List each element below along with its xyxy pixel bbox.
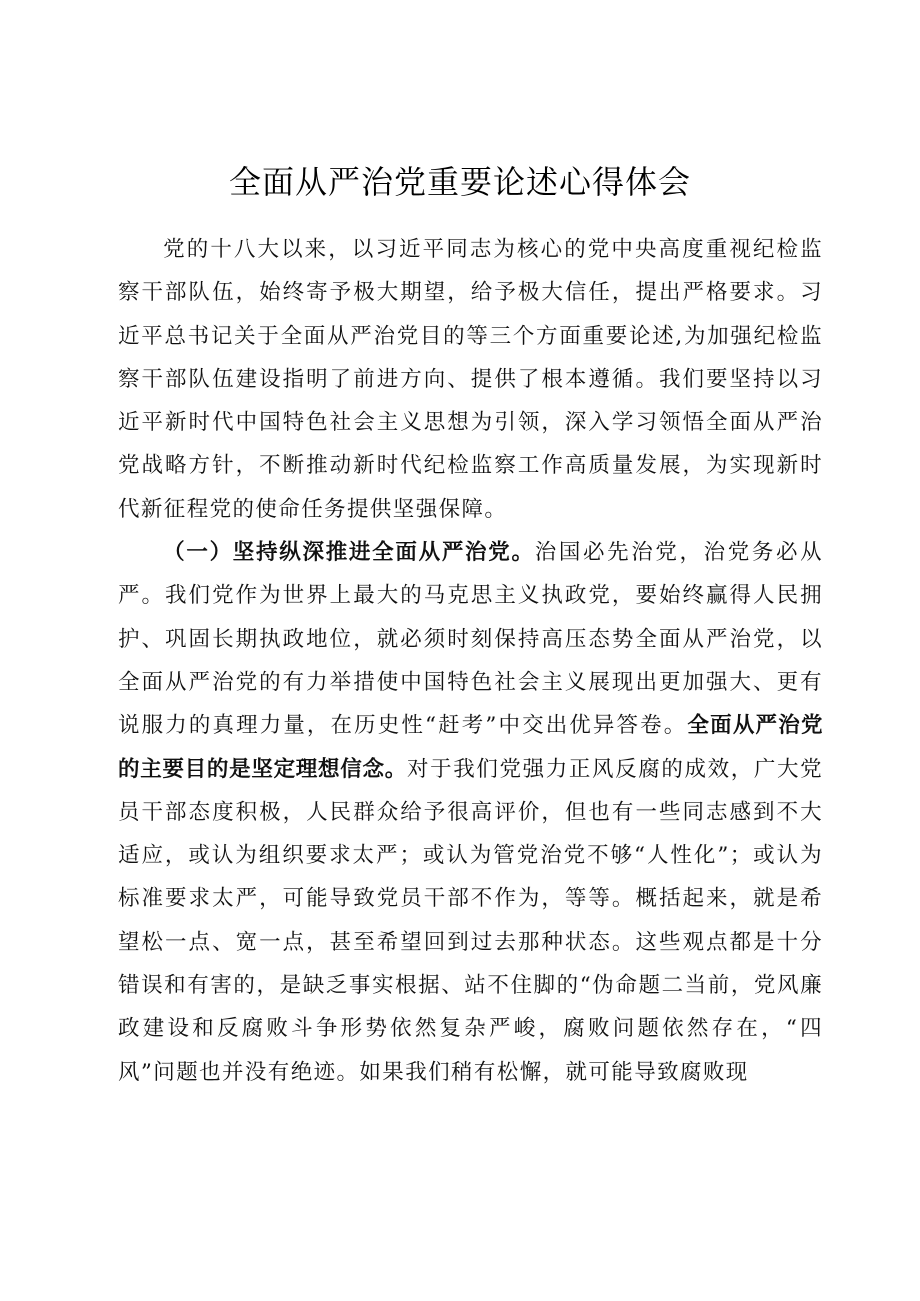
- section-one-text-a: 治国必先治党，治党务必从严。我们党作为世界上最大的马克思主义执政党，要始终赢得人民拥护、巩固长期执政地位，就必须时刻保持高压态势全面从严治党，以全面从严治党的有力举措使中国特色社会主义展现出更加强大、更有说服力的真理力量，在历史性“赶考”中交出优异答卷。: [118, 540, 823, 739]
- document-body: [118, 228, 823, 1094]
- section-one-heading: （一）坚持纵深推进全面从严治党。: [163, 540, 535, 566]
- section-one-paragraph: [118, 531, 823, 1094]
- section-one-emphasis: 全面从严治党的主要目的是坚定理想信念。: [118, 713, 823, 782]
- document-title: 全面从严治党重要论述心得体会: [228, 163, 691, 201]
- intro-paragraph: 党的十八大以来，以习近平同志为核心的党中央高度重视纪检监察干部队伍，始终寄予极大期望，给予极大信任，提出严格要求。习近平总书记关于全面从严治党目的等三个方面重要论述,为加强纪检监察干部队伍建设指明了前进方向、提供了根本遵循。我们要坚持以习近平新时代中国特色社会主义思想为引领，深入学习领悟全面从严治党战略方针，不断推动新时代纪检监察工作高质量发展，为实现新时代新征程党的使命任务提供坚强保障。: [118, 237, 823, 522]
- section-one-text-b: 对于我们党强力正风反腐的成效，广大党员干部态度积极，人民群众给予很高评价，但也有一些同志感到不大适应，或认为组织要求太严；或认为管党治党不够“人性化”；或认为标准要求太严，可能导致党员干部不作为，等等。概括起来，就是希望松一点、宽一点，甚至希望回到过去那种状态。这些观点都是十分错误和有害的，是缺乏事实根据、站不住脚的“伪命题二当前，党风廉政建设和反腐败斗争形势依然复杂严峻，腐败问题依然存在，“四风”问题也并没有绝迹。如果我们稍有松懈，就可能导致腐败现: [118, 756, 823, 1085]
